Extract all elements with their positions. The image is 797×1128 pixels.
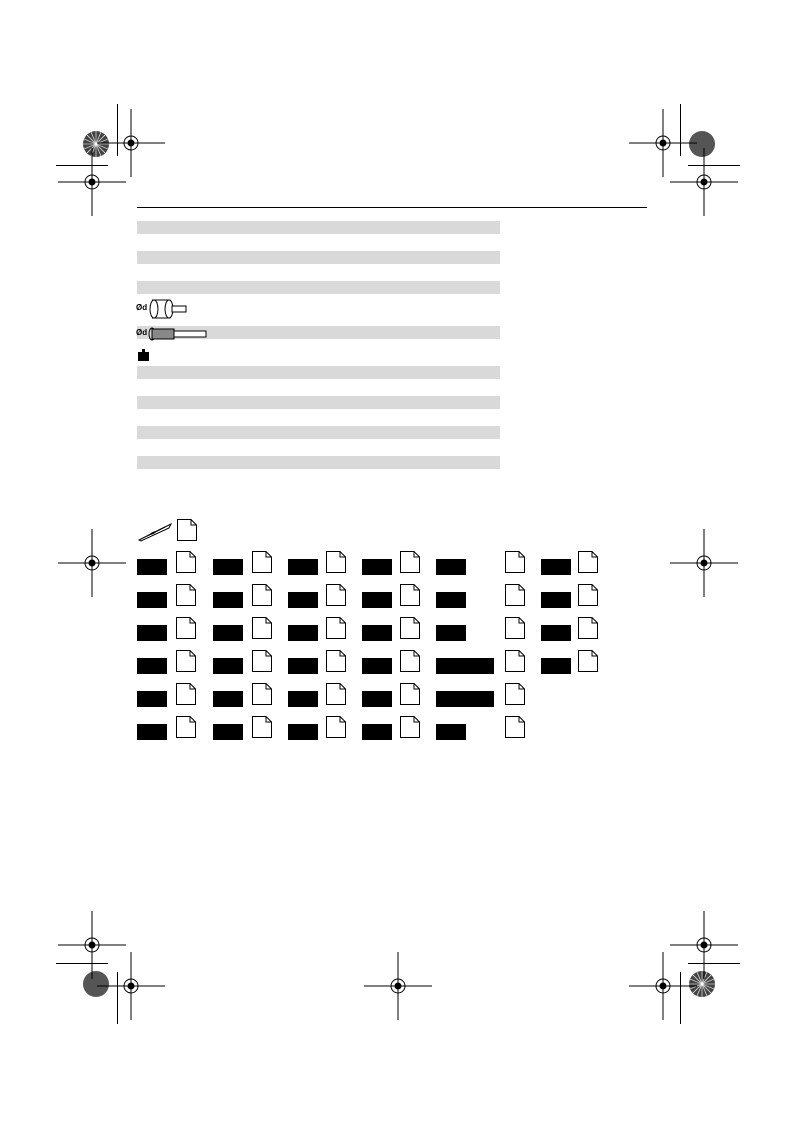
document-icon bbox=[505, 584, 525, 606]
document-icon bbox=[505, 617, 525, 639]
document-icon bbox=[326, 683, 346, 705]
document-icon bbox=[176, 551, 196, 573]
document-icon bbox=[400, 716, 420, 738]
pen-icon bbox=[137, 522, 173, 542]
registration-mark-icon bbox=[58, 148, 126, 216]
label-block bbox=[362, 724, 392, 740]
document-icon bbox=[176, 683, 196, 705]
label-block bbox=[213, 658, 243, 674]
document-icon bbox=[252, 584, 272, 606]
label-block bbox=[288, 559, 318, 575]
document-icon bbox=[176, 716, 196, 738]
document-icon bbox=[578, 650, 598, 672]
label-block bbox=[137, 691, 167, 707]
label-block bbox=[137, 559, 167, 575]
crop-line bbox=[117, 972, 118, 1024]
label-block bbox=[436, 592, 466, 608]
crop-line bbox=[117, 104, 118, 156]
label-block bbox=[362, 559, 392, 575]
diameter-label: Ød bbox=[136, 303, 148, 312]
label-block bbox=[541, 559, 571, 575]
document-icon bbox=[400, 683, 420, 705]
document-icon bbox=[252, 551, 272, 573]
crop-line bbox=[680, 104, 681, 156]
label-block bbox=[436, 724, 466, 740]
label-block bbox=[137, 724, 167, 740]
label-block bbox=[213, 691, 243, 707]
document-icon bbox=[578, 617, 598, 639]
label-block bbox=[436, 625, 466, 641]
document-icon bbox=[505, 683, 525, 705]
crop-line bbox=[688, 963, 740, 964]
label-block bbox=[436, 658, 494, 674]
label-block bbox=[288, 724, 318, 740]
label-block bbox=[288, 691, 318, 707]
document-icon bbox=[578, 551, 598, 573]
label-block bbox=[362, 592, 392, 608]
label-block bbox=[288, 658, 318, 674]
label-block bbox=[137, 625, 167, 641]
document-icon bbox=[505, 716, 525, 738]
label-block bbox=[213, 625, 243, 641]
registration-mark-icon bbox=[670, 148, 738, 216]
document-icon bbox=[252, 716, 272, 738]
registration-mark-icon bbox=[670, 529, 738, 597]
document-icon bbox=[505, 551, 525, 573]
table-row-shaded bbox=[137, 221, 500, 234]
diameter-label: Ød bbox=[136, 328, 148, 337]
document-icon bbox=[326, 617, 346, 639]
document-icon bbox=[578, 584, 598, 606]
label-block bbox=[362, 691, 392, 707]
table-row-shaded bbox=[137, 251, 500, 264]
document-icon bbox=[326, 716, 346, 738]
label-block bbox=[541, 658, 571, 674]
label-block bbox=[362, 625, 392, 641]
weight-icon bbox=[138, 349, 150, 361]
label-block bbox=[137, 592, 167, 608]
document-icon bbox=[400, 551, 420, 573]
drill-bit-symbol bbox=[136, 297, 188, 321]
registration-mark-icon bbox=[629, 952, 697, 1020]
document-icon bbox=[176, 584, 196, 606]
document-icon bbox=[400, 650, 420, 672]
document-icon bbox=[177, 519, 197, 541]
label-block bbox=[213, 559, 243, 575]
crop-line bbox=[688, 165, 740, 166]
document-icon bbox=[326, 650, 346, 672]
table-row-shaded bbox=[137, 426, 500, 439]
document-icon bbox=[252, 617, 272, 639]
document-icon bbox=[252, 683, 272, 705]
table-row-shaded bbox=[137, 366, 500, 379]
registration-mark-icon bbox=[58, 529, 126, 597]
document-icon bbox=[252, 650, 272, 672]
document-icon bbox=[326, 584, 346, 606]
label-block bbox=[213, 724, 243, 740]
crop-line bbox=[680, 972, 681, 1024]
document-icon bbox=[400, 584, 420, 606]
label-block bbox=[436, 691, 494, 707]
label-block bbox=[541, 592, 571, 608]
header-rule bbox=[137, 207, 647, 208]
crop-line bbox=[56, 165, 108, 166]
crop-line bbox=[56, 963, 108, 964]
registration-mark-icon bbox=[364, 952, 432, 1020]
document-icon bbox=[326, 551, 346, 573]
label-block bbox=[288, 625, 318, 641]
table-row-shaded bbox=[137, 281, 500, 294]
document-icon bbox=[505, 650, 525, 672]
label-block bbox=[436, 559, 466, 575]
table-row-shaded bbox=[137, 456, 500, 469]
document-icon bbox=[400, 617, 420, 639]
label-block bbox=[213, 592, 243, 608]
table-row-shaded bbox=[137, 396, 500, 409]
label-block bbox=[362, 658, 392, 674]
label-block bbox=[137, 658, 167, 674]
core-bit-symbol bbox=[136, 327, 208, 341]
label-block bbox=[541, 625, 571, 641]
document-icon bbox=[176, 617, 196, 639]
document-icon bbox=[176, 650, 196, 672]
label-block bbox=[288, 592, 318, 608]
